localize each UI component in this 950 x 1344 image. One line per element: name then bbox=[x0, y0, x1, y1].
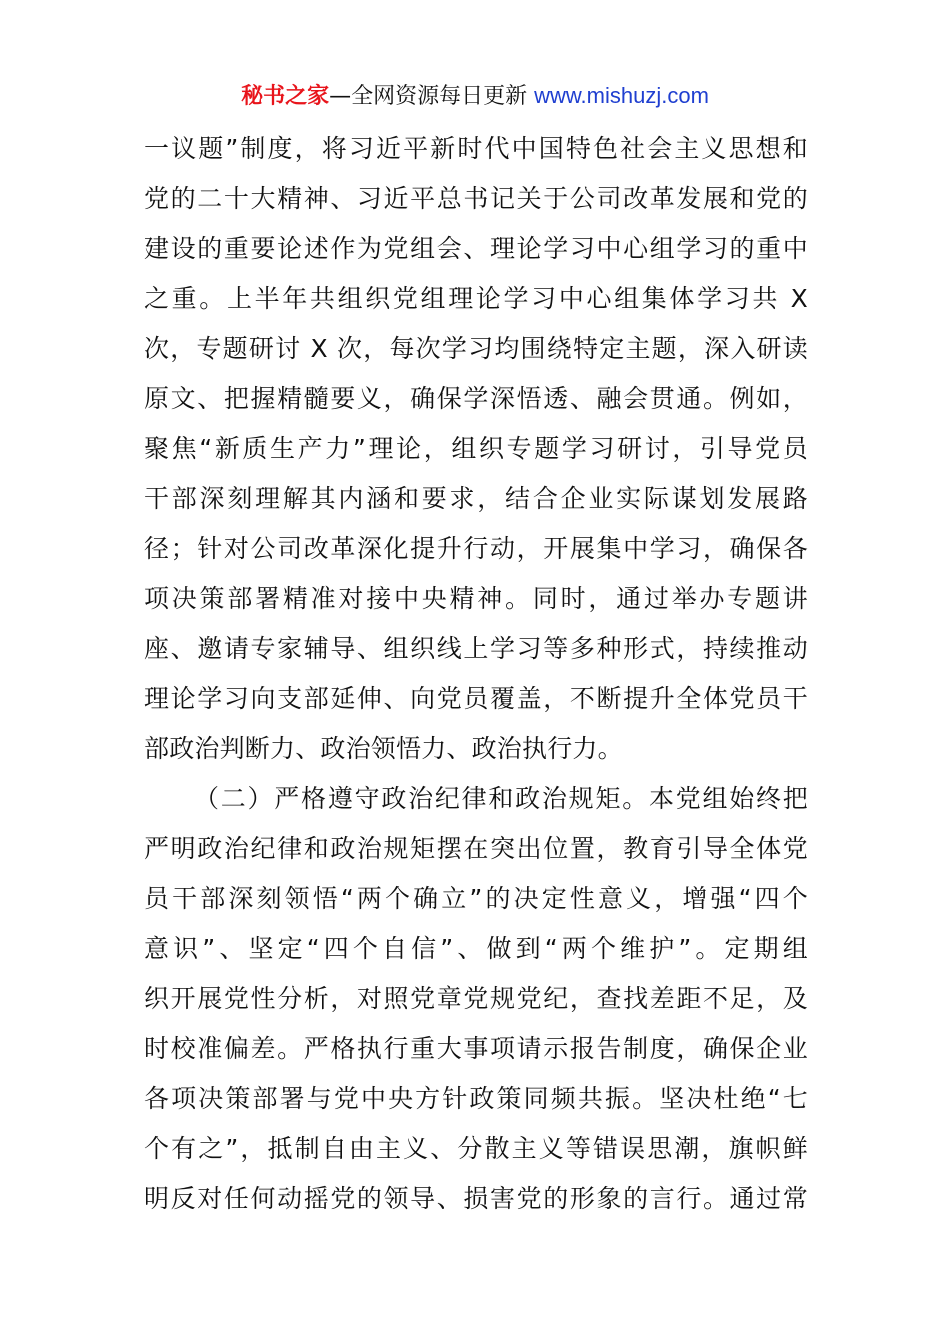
text-line: 座、邀请专家辅导、组织线上学习等多种形式，持续推动 bbox=[144, 634, 808, 663]
text-line: 原文、把握精髓要义，确保学深悟透、融会贯通。例如， bbox=[144, 384, 808, 413]
site-url-link[interactable]: www.mishuzj.com bbox=[534, 83, 709, 108]
site-brand: 秘书之家 bbox=[241, 84, 330, 109]
text-line: 一议题”制度，将习近平新时代中国特色社会主义思想和 bbox=[144, 134, 808, 163]
text-line: 各项决策部署与党中央方针政策同频共振。坚决杜绝“七 bbox=[144, 1084, 808, 1113]
paragraph-end-line: 部政治判断力、政治领悟力、政治执行力。 bbox=[144, 734, 623, 763]
text-line: 员干部深刻领悟“两个确立”的决定性意义，增强“四个 bbox=[144, 884, 808, 913]
document-body bbox=[144, 124, 808, 1224]
text-line: 聚焦“新质生产力”理论，组织专题学习研讨，引导党员 bbox=[144, 434, 808, 463]
text-line: 意识”、坚定“四个自信”、做到“两个维护”。定期组 bbox=[144, 934, 808, 963]
text-line: 时校准偏差。严格执行重大事项请示报告制度，确保企业 bbox=[144, 1034, 808, 1063]
text-line: 径；针对公司改革深化提升行动，开展集中学习，确保各 bbox=[144, 534, 808, 563]
site-tagline: —全网资源每日更新 bbox=[329, 84, 528, 109]
text-line: 明反对任何动摇党的领导、损害党的形象的言行。通过常 bbox=[144, 1184, 808, 1213]
site-header bbox=[0, 80, 950, 113]
text-line: 建设的重要论述作为党组会、理论学习中心组学习的重中 bbox=[144, 234, 808, 263]
text-line: 理论学习向支部延伸、向党员覆盖，不断提升全体党员干 bbox=[144, 684, 808, 713]
text-line: 严明政治纪律和政治规矩摆在突出位置，教育引导全体党 bbox=[144, 834, 808, 863]
text-line: 项决策部署精准对接中央精神。同时，通过举办专题讲 bbox=[144, 584, 808, 613]
section-heading-line: （二）严格遵守政治纪律和政治规矩。本党组始终把 bbox=[194, 784, 808, 813]
text-line: 个有之”，抵制自由主义、分散主义等错误思潮，旗帜鲜 bbox=[144, 1134, 808, 1163]
text-line: 织开展党性分析，对照党章党规党纪，查找差距不足，及 bbox=[144, 984, 808, 1013]
text-line: 党的二十大精神、习近平总书记关于公司改革发展和党的 bbox=[144, 184, 808, 213]
text-line: 次，专题研讨 X 次，每次学习均围绕特定主题，深入研读 bbox=[144, 334, 808, 363]
text-line: 之重。上半年共组织党组理论学习中心组集体学习共 X bbox=[144, 284, 808, 313]
text-line: 干部深刻理解其内涵和要求，结合企业实际谋划发展路 bbox=[144, 484, 808, 513]
